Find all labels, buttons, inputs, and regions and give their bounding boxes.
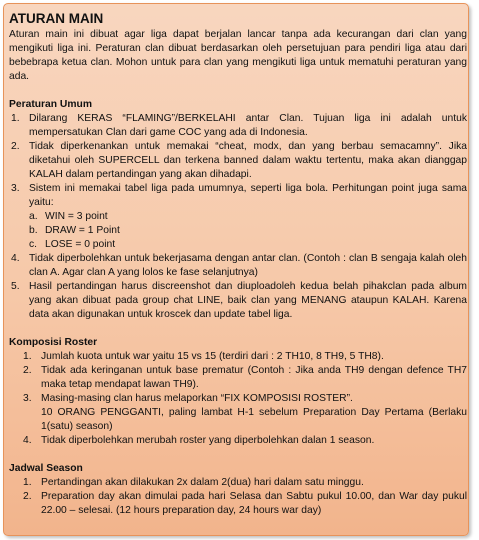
points-sublist (29, 210, 467, 252)
rules-content (9, 10, 467, 532)
list-item-text: Hasil pertandingan harus discreenshot dan diuploadoleh kedua belah pihakclan pada album yang akan dibuat pada group chat LINE, baik clan yang MENANG ataupun KALAH. Karena data akan digunakan untuk kroscek dan update tabel liga. (29, 281, 467, 320)
sublist-letter: b. (29, 225, 38, 236)
list-item (9, 392, 467, 434)
sublist-item (29, 224, 467, 238)
intro-paragraph: Aturan main ini dibuat agar liga dapat berjalan lancar tanpa ada kecurangan dari clan yang mengikuti liga ini. Peraturan clan dibuat berdasarkan oleh persetujuan para pendiri liga atau dari bebebrapa ketua clan. Mohon untuk para clan yang mengikuti liga untuk mematuhi peraturan yang ada. (9, 29, 467, 82)
list-item-text: Tidak diperbolehkan merubah roster yang diperbolehkan dalan 1 season. (41, 435, 375, 446)
list-item-text: Preparation day akan dimulai pada hari Selasa dan Sabtu pukul 10.00, dan War day pukul 22.00 – selesai. (12 hours preparation day, 24 hours war day) (41, 491, 467, 516)
list-number: 2. (11, 141, 20, 152)
sublist-letter: c. (29, 239, 38, 250)
list-item (9, 252, 467, 280)
sublist-letter: a. (29, 211, 38, 222)
list-number: 2. (23, 491, 32, 502)
list-item (9, 112, 467, 140)
list-number: 3. (11, 183, 20, 194)
list-item (9, 280, 467, 322)
list-item-note: 10 ORANG PENGGANTI, paling lambat H-1 sebelum Preparation Day Pertama (Berlaku 1(satu) season) (41, 407, 467, 432)
section-heading-roster: Komposisi Roster (9, 337, 98, 348)
list-number: 1. (11, 113, 20, 124)
sublist-item (29, 210, 467, 224)
rules-panel (3, 3, 469, 536)
page-title: ATURAN MAIN (9, 11, 104, 26)
list-number: 5. (11, 281, 20, 292)
list-number: 3. (23, 393, 32, 404)
list-number: 4. (23, 435, 32, 446)
list-item-text: Masing-masing clan harus melaporkan “FIX KOMPOSISI ROSTER”. (41, 393, 353, 404)
general-rules-list (9, 112, 467, 322)
list-item-text: Pertandingan akan dilakukan 2x dalam 2(dua) hari dalam satu minggu. (41, 477, 364, 488)
list-item (9, 490, 467, 518)
section-heading-general: Peraturan Umum (9, 99, 92, 110)
sublist-item-text: WIN = 3 point (45, 211, 108, 222)
list-number: 1. (23, 351, 32, 362)
list-item-text: Sistem ini memakai tabel liga pada umumnya, seperti liga bola. Perhitungan point juga sama yaitu: (29, 183, 467, 208)
list-item-text: Dilarang KERAS “FLAMING”/BERKELAHI antar Clan. Tujuan liga ini adalah untuk mempersatukan Clan dari game COC yang ada di Indonesia. (29, 113, 467, 138)
list-item (9, 350, 467, 364)
list-item (9, 364, 467, 392)
list-item-text: Tidak ada keringanan untuk base prematur (Contoh : Jika anda TH9 dengan defence TH7 maka tetap mendapat lawan TH9). (41, 365, 467, 390)
sublist-item (29, 238, 467, 252)
sublist-item-text: DRAW = 1 Point (45, 225, 120, 236)
roster-rules-list (9, 350, 467, 448)
list-item-text: Jumlah kuota untuk war yaitu 15 vs 15 (terdiri dari : 2 TH10, 8 TH9, 5 TH8). (41, 351, 384, 362)
list-number: 1. (23, 477, 32, 488)
section-heading-schedule: Jadwal Season (9, 463, 83, 474)
list-item (9, 182, 467, 252)
list-number: 4. (11, 253, 20, 264)
list-item (9, 476, 467, 490)
list-number: 2. (23, 365, 32, 376)
schedule-rules-list (9, 476, 467, 518)
sublist-item-text: LOSE = 0 point (45, 239, 116, 250)
list-item-text: Tidak diperbolehkan untuk bekerjasama dengan antar clan. (Contoh : clan B sengaja kalah oleh clan A. Agar clan A yang lolos ke fase selanjutnya) (29, 253, 467, 278)
list-item (9, 140, 467, 182)
list-item (9, 434, 467, 448)
list-item-text: Tidak diperkenankan untuk memakai “cheat, modx, dan yang berbau semacamny”. Jika diketahui oleh SUPERCELL dan terkena banned dalam waktu tertentu, maka akan dianggap KALAH dalam pertandingan yang akan dihadapi. (29, 141, 467, 180)
